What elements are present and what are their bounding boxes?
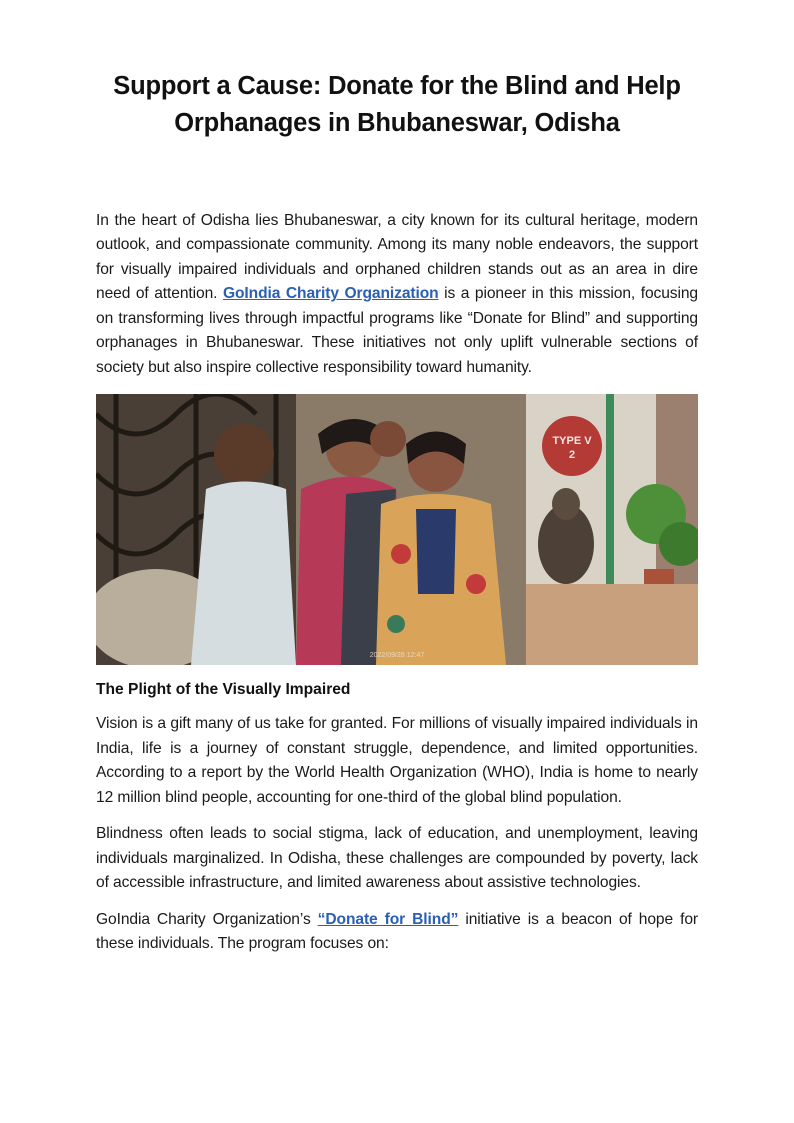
intro-paragraph — [96, 209, 698, 381]
document-page — [96, 0, 698, 957]
goindia-charity-link[interactable]: GoIndia Charity Organization — [222, 285, 439, 303]
paragraph-vision: Vision is a gift many of us take for granted. For millions of visually impaired individuals in India, life is a journey of constant struggle, dependence, and limited opportunities. According to a report by the World Health Organization (WHO), India is home to nearly 12 million blind people, accounting for one-third of the global blind population. — [96, 715, 698, 806]
donate-for-blind-link[interactable]: “Donate for Blind” — [317, 910, 459, 928]
section-heading: The Plight of the Visually Impaired — [96, 681, 351, 699]
charity-photo — [96, 394, 698, 665]
initiative-text-start: GoIndia Charity Organization’s — [96, 910, 318, 928]
intro-text-start: In the heart of Odisha lies Bhubaneswar, a city known for its cultural heritage, modern outlook, and compassionate community. Among its many noble endeavors, the support for visually impaired individuals and orphaned children stands out as an area in dire need of attention. — [96, 211, 698, 303]
photo-timestamp: 2022/09/28 12:47 — [369, 652, 425, 660]
initiative-text-end: initiative is a beacon of hope for these individuals. The program focuses on: — [96, 910, 698, 953]
paragraph-blindness: Blindness often leads to social stigma, lack of education, and unemployment, leaving individuals marginalized. In Odisha, these challenges are compounded by poverty, lack of accessible infrastructure, and limited awareness about assistive technologies. — [96, 825, 698, 892]
paragraph-initiative — [96, 908, 698, 957]
sign-text-line2: 2 — [568, 449, 576, 462]
page-title: Support a Cause: Donate for the Blind and Help Orphanages in Bhubaneswar, Odisha — [113, 72, 681, 137]
intro-text-end: is a pioneer in this mission, focusing on transforming lives through impactful programs like “Donate for Blind” and supporting orphanages in Bhubaneswar. These initiatives not only uplift vulnerable sections of society but also inspire collective responsibility toward humanity. — [96, 285, 698, 376]
sign-text-line1: TYPE V — [552, 435, 592, 448]
